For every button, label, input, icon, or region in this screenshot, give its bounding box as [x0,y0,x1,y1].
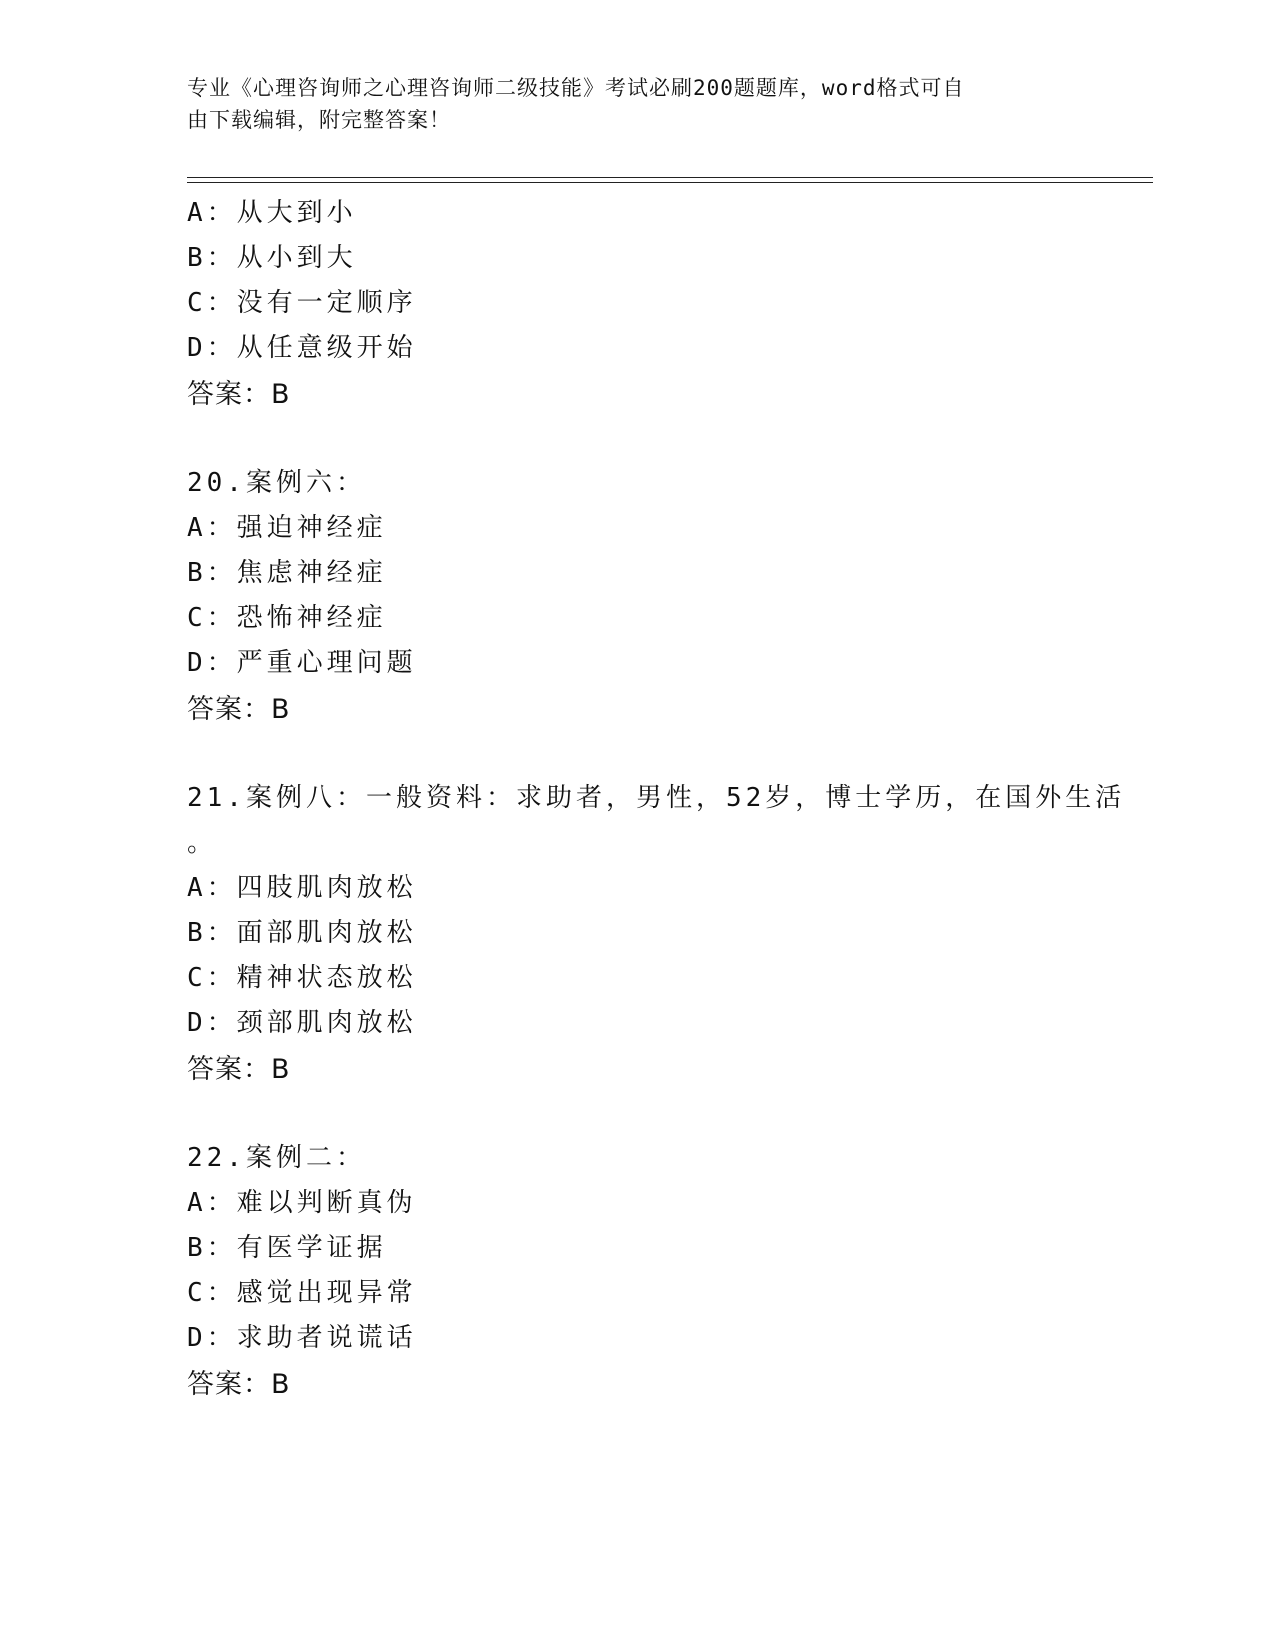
answer: 答案：B [187,694,291,725]
option-c: C：精神状态放松 [187,963,417,993]
header-divider-bottom [187,182,1153,183]
option-b: B：面部肌肉放松 [187,918,417,948]
answer: 答案：B [187,1054,291,1085]
option-d: D：颈部肌肉放松 [187,1008,417,1038]
header-line-2: 由下载编辑，附完整答案！ [187,108,451,132]
option-c: C：感觉出现异常 [187,1278,417,1308]
option-c: C：没有一定顺序 [187,288,417,318]
answer: 答案：B [187,379,291,410]
option-b: B：从小到大 [187,243,357,273]
header-divider-top [187,177,1153,178]
header-line-1: 专业《心理咨询师之心理咨询师二级技能》考试必刷200题题库，word格式可自 [187,76,965,100]
option-d: D：从任意级开始 [187,333,417,363]
option-a: A：强迫神经症 [187,513,387,543]
option-b: B：有医学证据 [187,1233,387,1263]
option-a: A：从大到小 [187,198,357,228]
document-header [187,72,1067,136]
question-stem: 20.案例六： [187,468,366,498]
option-a: A：难以判断真伪 [187,1188,417,1218]
option-d: D：求助者说谎话 [187,1323,417,1353]
question-stem-continuation: 。 [187,828,218,858]
option-a: A：四肢肌肉放松 [187,873,417,903]
option-c: C：恐怖神经症 [187,603,387,633]
answer: 答案：B [187,1369,291,1400]
option-d: D：严重心理问题 [187,648,417,678]
question-stem: 22.案例二： [187,1143,366,1173]
question-stem: 21.案例八：一般资料：求助者，男性，52岁，博士学历，在国外生活 [187,783,1126,813]
option-b: B：焦虑神经症 [187,558,387,588]
